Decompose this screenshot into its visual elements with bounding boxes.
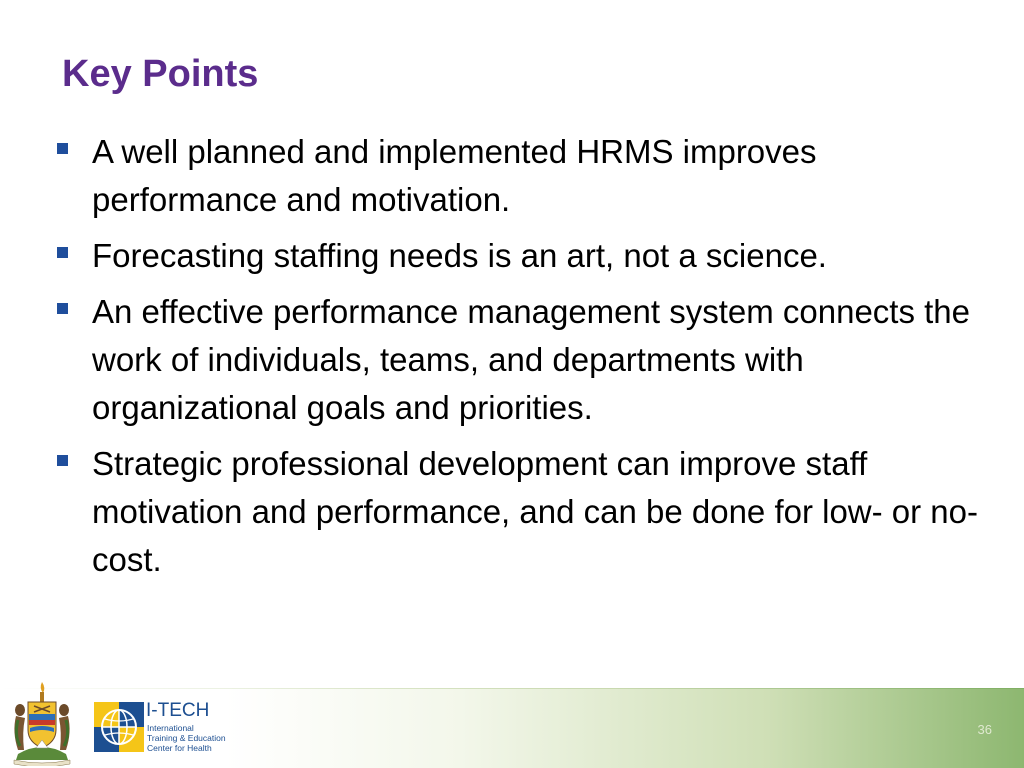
- square-bullet-icon: [57, 143, 68, 154]
- square-bullet-icon: [57, 303, 68, 314]
- itech-logo-subtitle: [147, 723, 226, 753]
- bullet-text: An effective performance management system connects the work of individuals, teams, and departments with organizational goals and priorities.: [92, 293, 971, 426]
- square-bullet-icon: [57, 247, 68, 258]
- itech-subtitle-line: Training & Education: [147, 733, 226, 743]
- itech-subtitle-line: International: [147, 723, 194, 733]
- itech-globe-icon: [94, 702, 144, 752]
- bullet-item: [55, 440, 1005, 584]
- slide-title: Key Points: [62, 53, 259, 95]
- coat-of-arms-icon: [8, 680, 76, 766]
- itech-subtitle-line: Center for Health: [147, 743, 212, 753]
- bullet-text: A well planned and implemented HRMS improves performance and motivation.: [92, 133, 817, 218]
- bullet-item: [55, 288, 1005, 432]
- bullet-item: [55, 128, 1005, 224]
- bullet-text: Forecasting staffing needs is an art, not a science.: [92, 237, 827, 274]
- bullet-list: [55, 128, 1005, 592]
- slide-number: 36: [977, 722, 992, 737]
- bullet-text: Strategic professional development can improve staff motivation and performance, and can be done for low- or no-cost.: [92, 445, 979, 578]
- bullet-item: [55, 232, 1005, 280]
- square-bullet-icon: [57, 455, 68, 466]
- footer-divider: [0, 688, 1024, 689]
- itech-logo-name: I-TECH: [146, 700, 210, 721]
- itech-logo: [94, 700, 234, 756]
